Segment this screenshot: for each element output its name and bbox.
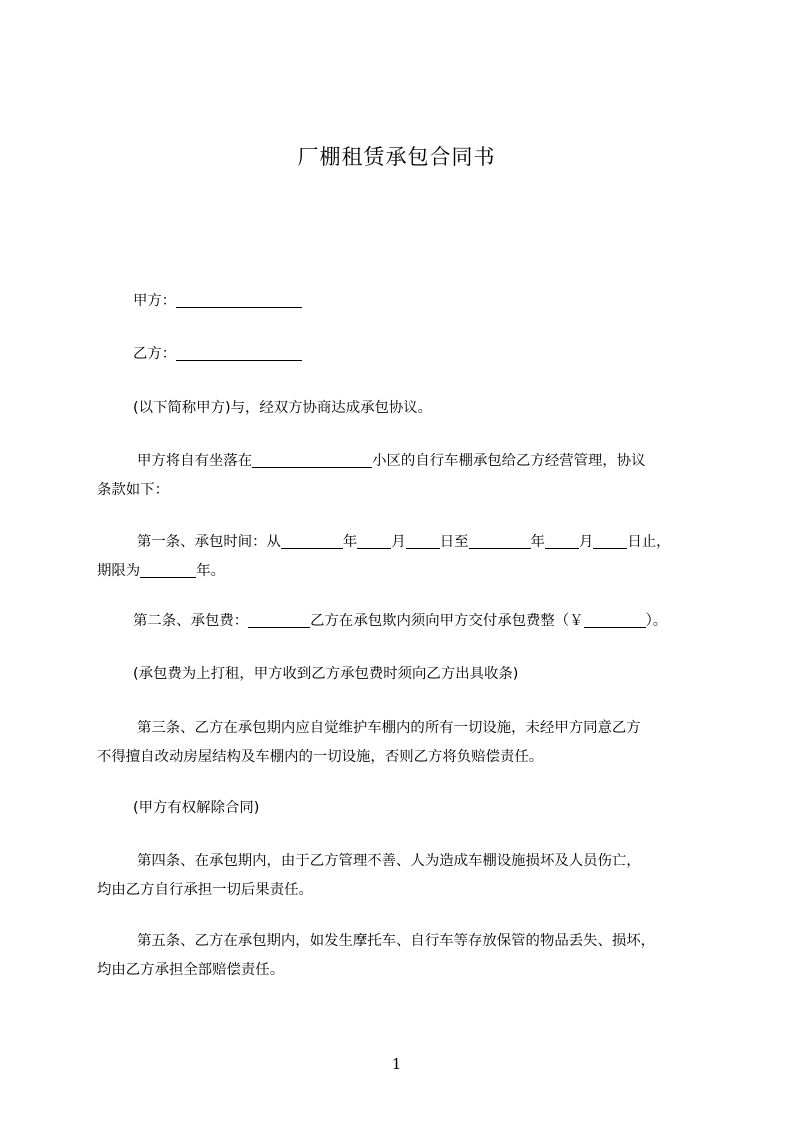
art1-start-year-blank	[281, 531, 343, 549]
art2-fee-blank	[248, 610, 310, 628]
art1-period-blank	[140, 560, 196, 578]
art2-text: 乙方在承包欺内须向甲方交付承包费整（￥	[310, 613, 584, 629]
art1-end-month-label: 月	[578, 534, 594, 550]
document-title: 厂棚租赁承包合同书	[297, 145, 496, 169]
page-number: 1	[391, 1055, 402, 1073]
art3-line-2: 不得擅自改动房屋结构及车棚内的一切设施，否则乙方将负赔偿责任。	[97, 749, 544, 765]
art4-line-1: 第四条、在承包期内，由于乙方管理不善、人为造成车棚设施损坏及人员伤亡，	[137, 853, 641, 869]
intro-text: (以下简称甲方)与，经双方协商达成承包协议。	[133, 400, 433, 416]
art1-month-label: 月	[391, 534, 406, 550]
party-a-line	[97, 287, 713, 316]
article-3-paragraph	[97, 714, 713, 772]
location-paragraph	[97, 447, 713, 505]
rent-note-text: (承包费为上打租，甲方收到乙方承包费时须向乙方出具收条)	[133, 666, 519, 682]
art1-day-to-label: 日至	[439, 534, 469, 550]
terminate-note-paragraph	[97, 794, 713, 823]
art1-end-day-blank	[593, 531, 627, 549]
art1-day-end-label: 日止，	[627, 534, 671, 550]
party-a-blank	[176, 290, 302, 308]
location-blank	[252, 450, 372, 468]
article-2-paragraph	[97, 607, 713, 636]
art1-start-label: 第一条、承包时间：从	[137, 534, 281, 550]
intro-paragraph	[97, 394, 713, 423]
art2-label: 第二条、承包费：	[133, 613, 249, 629]
art1-period-label: 期限为	[97, 563, 141, 579]
art4-line-2: 均由乙方自行承担一切后果责任。	[97, 882, 313, 898]
party-b-line	[97, 340, 713, 369]
art2-close: ）。	[645, 613, 668, 629]
art1-start-day-blank	[406, 531, 440, 549]
article-1-paragraph	[97, 528, 713, 586]
location-text-3: 条款如下：	[97, 482, 169, 498]
art1-year-label: 年	[342, 534, 358, 550]
art2-amount-blank	[584, 610, 646, 628]
art1-end-year-blank	[469, 531, 531, 549]
art1-start-month-blank	[357, 531, 391, 549]
art1-end-year-label: 年	[530, 534, 545, 550]
art3-line-1: 第三条、乙方在承包期内应自觉维护车棚内的所有一切设施，未经甲方同意乙方	[137, 720, 641, 736]
party-b-blank	[176, 343, 302, 361]
art1-end-month-blank	[545, 531, 579, 549]
article-5-paragraph	[97, 927, 713, 985]
art5-line-1: 第五条、乙方在承包期内，如发生摩托车、自行车等存放保管的物品丢失、损坏，	[137, 933, 656, 949]
party-a-label: 甲方：	[133, 293, 177, 309]
rent-note-paragraph	[97, 660, 713, 689]
party-b-label: 乙方：	[133, 346, 177, 362]
location-text-2: 小区的自行车棚承包给乙方经营管理，协议	[372, 453, 646, 469]
location-text-1: 甲方将自有坐落在	[137, 453, 253, 469]
article-4-paragraph	[97, 847, 713, 905]
art5-line-2: 均由乙方承担全部赔偿责任。	[97, 962, 285, 978]
terminate-note-text: (甲方有权解除合同)	[133, 800, 260, 816]
art1-year-end-label: 年。	[196, 563, 225, 579]
